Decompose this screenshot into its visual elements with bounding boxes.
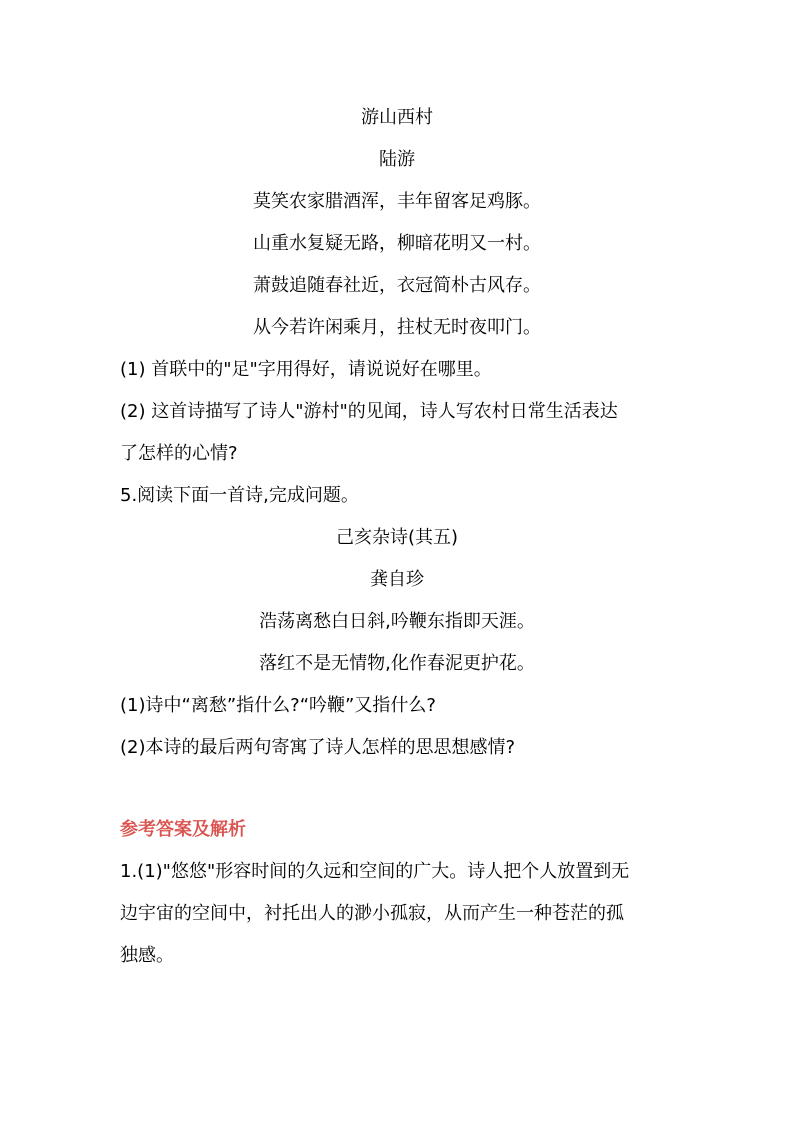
question-5-2: (2)本诗的最后两句寄寓了诗人怎样的思思想感情?	[120, 737, 516, 758]
poem-title: 游山西村	[361, 107, 433, 128]
question-5-1: (1)诗中“离愁”指什么?“吟鞭”又指什么?	[120, 695, 436, 716]
poem-line: 莫笑农家腊酒浑，丰年留客足鸡豚。	[253, 191, 541, 212]
poem-line: 山重水复疑无路，柳暗花明又一村。	[253, 233, 541, 254]
poem-line: 浩荡离愁白日斜,吟鞭东指即天涯。	[259, 611, 535, 632]
answer-text: 边宇宙的空间中，衬托出人的渺小孤寂，从而产生一种苍茫的孤	[120, 903, 624, 924]
poem-author: 陆游	[379, 149, 415, 170]
poem-title: 己亥杂诗(其五)	[335, 527, 459, 548]
poem-author: 龚自珍	[370, 569, 424, 590]
question-4-2-cont: 了怎样的心情?	[120, 443, 238, 464]
answer-text: 独感。	[120, 945, 174, 966]
question-5-intro: 5.阅读下面一首诗,完成问题。	[120, 485, 359, 506]
poem-line: 萧鼓追随春社近，衣冠简朴古风存。	[253, 275, 541, 296]
poem-line: 从今若许闲乘月，拄杖无时夜叩门。	[253, 317, 541, 338]
poem-line: 落红不是无情物,化作春泥更护花。	[259, 653, 535, 674]
answer-text: 1.(1)"悠悠"形容时间的久远和空间的广大。诗人把个人放置到无	[120, 861, 630, 882]
question-4-2: (2) 这首诗描写了诗人"游村"的见闻，诗人写农村日常生活表达	[120, 401, 618, 422]
question-4-1: (1) 首联中的"足"字用得好，请说说好在哪里。	[120, 359, 492, 380]
answers-heading: 参考答案及解析	[120, 819, 246, 840]
